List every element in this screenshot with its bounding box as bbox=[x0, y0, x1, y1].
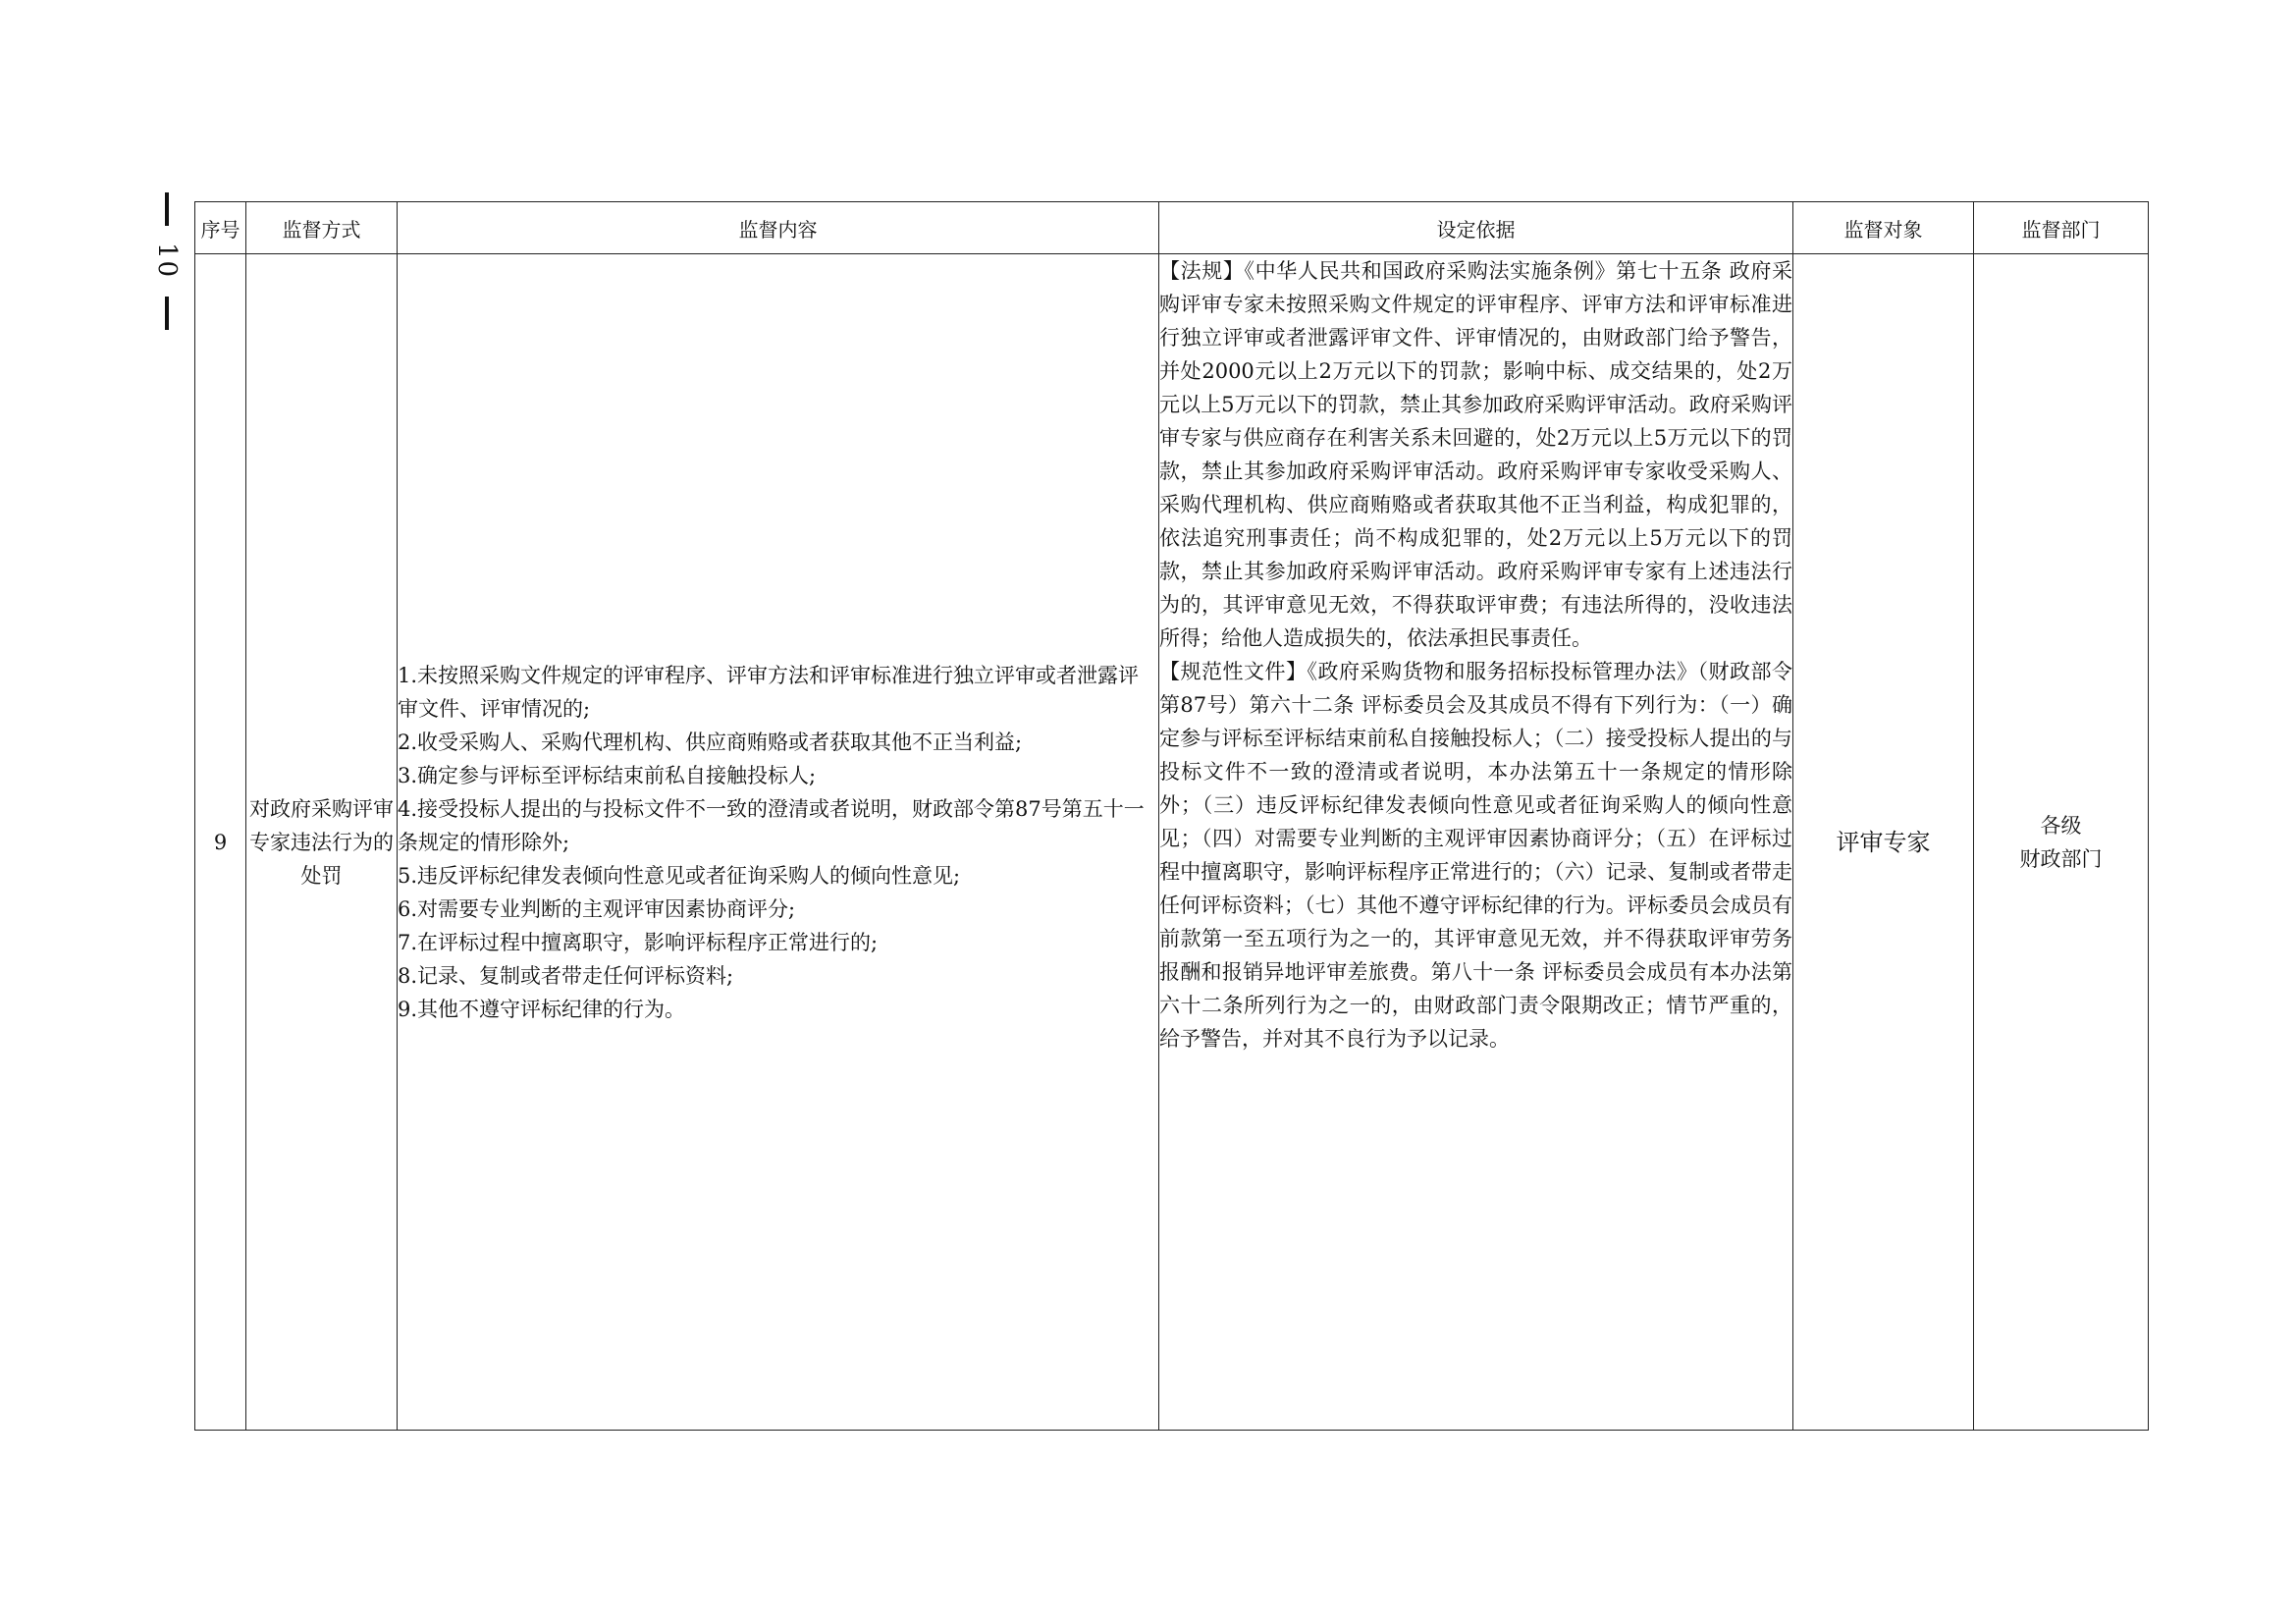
content-item: 3.确定参与评标至评标结束前私自接触投标人; bbox=[398, 763, 817, 787]
cell-content bbox=[398, 254, 1159, 1431]
content-item: 4.接受投标人提出的与投标文件不一致的澄清或者说明，财政部令第87号第五十一条规定的情形除外; bbox=[398, 796, 1145, 854]
table-header-row bbox=[195, 202, 2149, 254]
content-item: 1.未按照采购文件规定的评审程序、评审方法和评审标准进行独立评审或者泄露评审文件、评审情况的; bbox=[398, 663, 1140, 721]
cell-seq bbox=[195, 254, 246, 1431]
header-department: 监督部门 bbox=[1974, 202, 2149, 254]
content-item: 2.收受采购人、采购代理机构、供应商贿赂或者获取其他不正当利益; bbox=[398, 730, 1023, 754]
department-line: 各级 bbox=[2040, 813, 2082, 838]
seq-value: 9 bbox=[213, 830, 228, 854]
content-item: 5.违反评标纪律发表倾向性意见或者征询采购人的倾向性意见; bbox=[398, 863, 961, 888]
table-row bbox=[195, 254, 2149, 1431]
content-item: 8.记录、复制或者带走任何评标资料; bbox=[398, 963, 734, 988]
page-number-dash-top bbox=[165, 192, 169, 226]
page-number-dash-bottom bbox=[165, 297, 169, 330]
cell-method bbox=[246, 254, 398, 1431]
page-number-value: 10 bbox=[152, 243, 182, 280]
cell-department bbox=[1974, 254, 2149, 1431]
target-value: 评审专家 bbox=[1836, 828, 1931, 856]
header-seq: 序号 bbox=[195, 202, 246, 254]
supervision-table bbox=[194, 201, 2149, 1431]
content-item: 6.对需要专业判断的主观评审因素协商评分; bbox=[398, 896, 796, 921]
header-target: 监督对象 bbox=[1793, 202, 1974, 254]
header-content: 监督内容 bbox=[398, 202, 1159, 254]
content-item: 9.其他不遵守评标纪律的行为。 bbox=[398, 997, 686, 1021]
basis-regulation-paragraph: 【法规】《中华人民共和国政府采购法实施条例》第七十五条 政府采购评审专家未按照采购文件规定的评审程序、评审方法和评审标准进行独立评审或者泄露评审文件、评审情况的，由财政部门给予警告，并处2000元以上2万元以下的罚款；影响中标、成交结果的，处2万元以上5万元以下的罚款，禁止其参加政府采购评审活动。政府采购评审专家与供应商存在利害关系未回避的，处2万元以上5万元以下的罚款，禁止其参加政府采购评审活动。政府采购评审专家收受采购人、采购代理机构、供应商贿赂或者获取其他不正当利益，构成犯罪的，依法追究刑事责任；尚不构成犯罪的，处2万元以上5万元以下的罚款，禁止其参加政府采购评审活动。政府采购评审专家有上述违法行为的，其评审意见无效，不得获取评审费；有违法所得的，没收违法所得；给他人造成损失的，依法承担民事责任。 bbox=[1159, 259, 1792, 650]
header-method: 监督方式 bbox=[246, 202, 398, 254]
page-number bbox=[147, 192, 187, 330]
method-text: 对政府采购评审专家违法行为的处罚 bbox=[249, 796, 394, 888]
cell-basis bbox=[1159, 254, 1793, 1431]
content-item: 7.在评标过程中擅离职守，影响评标程序正常进行的; bbox=[398, 930, 879, 954]
department-line: 财政部门 bbox=[2019, 846, 2103, 871]
cell-target bbox=[1793, 254, 1974, 1431]
header-basis: 设定依据 bbox=[1159, 202, 1793, 254]
basis-normative-document-paragraph: 【规范性文件】《政府采购货物和服务招标投标管理办法》（财政部令第87号）第六十二条 评标委员会及其成员不得有下列行为：（一）确定参与评标至评标结束前私自接触投标人；（二）接受投标人提出的与投标文件不一致的澄清或者说明，本办法第五十一条规定的情形除外；（三）违反评标纪律发表倾向性意见或者征询采购人的倾向性意见；（四）对需要专业判断的主观评审因素协商评分；（五）在评标过程中擅离职守，影响评标程序正常进行的；（六）记录、复制或者带走任何评标资料；（七）其他不遵守评标纪律的行为。评标委员会成员有前款第一至五项行为之一的，其评审意见无效，并不得获取评审劳务报酬和报销异地评审差旅费。第八十一条 评标委员会成员有本办法第六十二条所列行为之一的，由财政部门责令限期改正；情节严重的，给予警告，并对其不良行为予以记录。 bbox=[1159, 660, 1792, 1051]
